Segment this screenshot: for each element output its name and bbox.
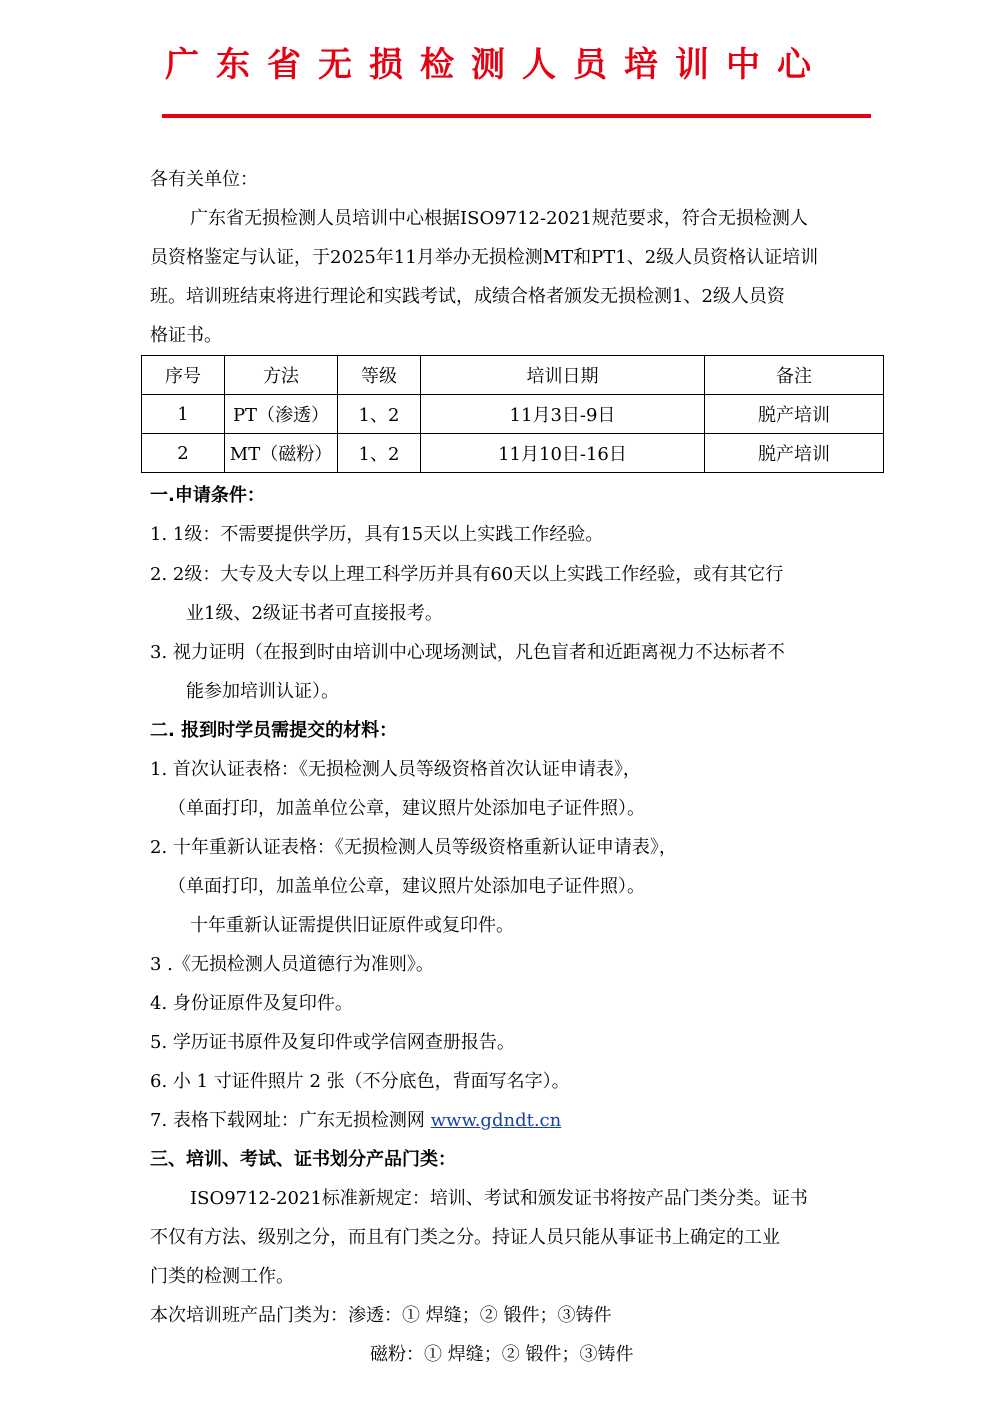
- list-item: 1. 1级：不需要提供学历，具有15天以上实践工作经验。: [150, 524, 604, 545]
- product-categories: 磁粉：① 焊缝；② 锻件；③铸件: [370, 1344, 634, 1365]
- table-header-cell: 培训日期: [421, 356, 705, 395]
- paragraph-line: ISO9712-2021标准新规定：培训、考试和颁发证书将按产品门类分类。证书: [190, 1188, 808, 1209]
- intro-line: 班。培训班结束将进行理论和实践考试，成绩合格者颁发无损检测1、2级人员资: [150, 286, 785, 307]
- page-title: 广东省无损检测人员培训中心: [165, 45, 828, 85]
- table-cell: PT（渗透）: [225, 395, 338, 434]
- list-item: 2. 2级：大专及大专以上理工科学历并具有60天以上实践工作经验，或有其它行: [150, 564, 784, 585]
- list-item: 4. 身份证原件及复印件。: [150, 993, 353, 1014]
- section-heading: 三、培训、考试、证书划分产品门类：: [150, 1149, 456, 1170]
- table-cell: 脱产培训: [705, 395, 884, 434]
- list-item-continuation: 能参加培训认证）。: [186, 681, 339, 702]
- table-header-row: [142, 356, 884, 395]
- list-item: [150, 1109, 561, 1133]
- table-header-cell: 方法: [225, 356, 338, 395]
- table-cell: 1、2: [338, 434, 421, 473]
- table-cell: 1、2: [338, 395, 421, 434]
- paragraph-line: 不仅有方法、级别之分，而且有门类之分。持证人员只能从事证书上确定的工业: [150, 1227, 780, 1248]
- table-cell: 1: [142, 395, 225, 434]
- list-item-continuation: 十年重新认证需提供旧证原件或复印件。: [190, 915, 514, 936]
- intro-line: 广东省无损检测人员培训中心根据ISO9712-2021规范要求，符合无损检测人: [190, 208, 808, 229]
- download-link[interactable]: www.gdndt.cn: [430, 1110, 562, 1131]
- course-table: [141, 355, 884, 473]
- salutation: 各有关单位：: [150, 169, 258, 190]
- list-item: 5. 学历证书原件及复印件或学信网查册报告。: [150, 1032, 515, 1053]
- list-item-continuation: 业1级、2级证书者可直接报考。: [186, 603, 443, 624]
- list-item: 3 .《无损检测人员道德行为准则》。: [150, 954, 434, 975]
- table-header-cell: 等级: [338, 356, 421, 395]
- product-categories: 本次培训班产品门类为：渗透：① 焊缝；② 锻件；③铸件: [150, 1305, 612, 1326]
- table-row: [142, 395, 884, 434]
- download-label: 7. 表格下载网址：广东无损检测网: [150, 1110, 431, 1131]
- section-heading: 一.申请条件：: [150, 485, 265, 506]
- intro-line: 格证书。: [150, 325, 222, 346]
- list-item: 3. 视力证明（在报到时由培训中心现场测试，凡色盲者和近距离视力不达标者不: [150, 642, 785, 663]
- list-item-continuation: （单面打印，加盖单位公章，建议照片处添加电子证件照）。: [168, 798, 645, 819]
- list-item-continuation: （单面打印，加盖单位公章，建议照片处添加电子证件照）。: [168, 876, 645, 897]
- list-item: 6. 小 1 寸证件照片 2 张（不分底色，背面写名字）。: [150, 1071, 570, 1092]
- list-item: 2. 十年重新认证表格：《无损检测人员等级资格重新认证申请表》，: [150, 837, 677, 858]
- table-cell: 脱产培训: [705, 434, 884, 473]
- table-cell: 11月3日-9日: [421, 395, 705, 434]
- paragraph-line: 门类的检测工作。: [150, 1266, 294, 1287]
- table-row: [142, 434, 884, 473]
- list-item: 1. 首次认证表格：《无损检测人员等级资格首次认证申请表》，: [150, 759, 641, 780]
- section-heading: 二. 报到时学员需提交的材料：: [150, 720, 398, 741]
- table-header-cell: 备注: [705, 356, 884, 395]
- table-cell: MT（磁粉）: [225, 434, 338, 473]
- title-divider: [162, 114, 871, 118]
- intro-line: 员资格鉴定与认证，于2025年11月举办无损检测MT和PT1、2级人员资格认证培训: [150, 247, 819, 268]
- table-cell: 2: [142, 434, 225, 473]
- table-header-cell: 序号: [142, 356, 225, 395]
- table-cell: 11月10日-16日: [421, 434, 705, 473]
